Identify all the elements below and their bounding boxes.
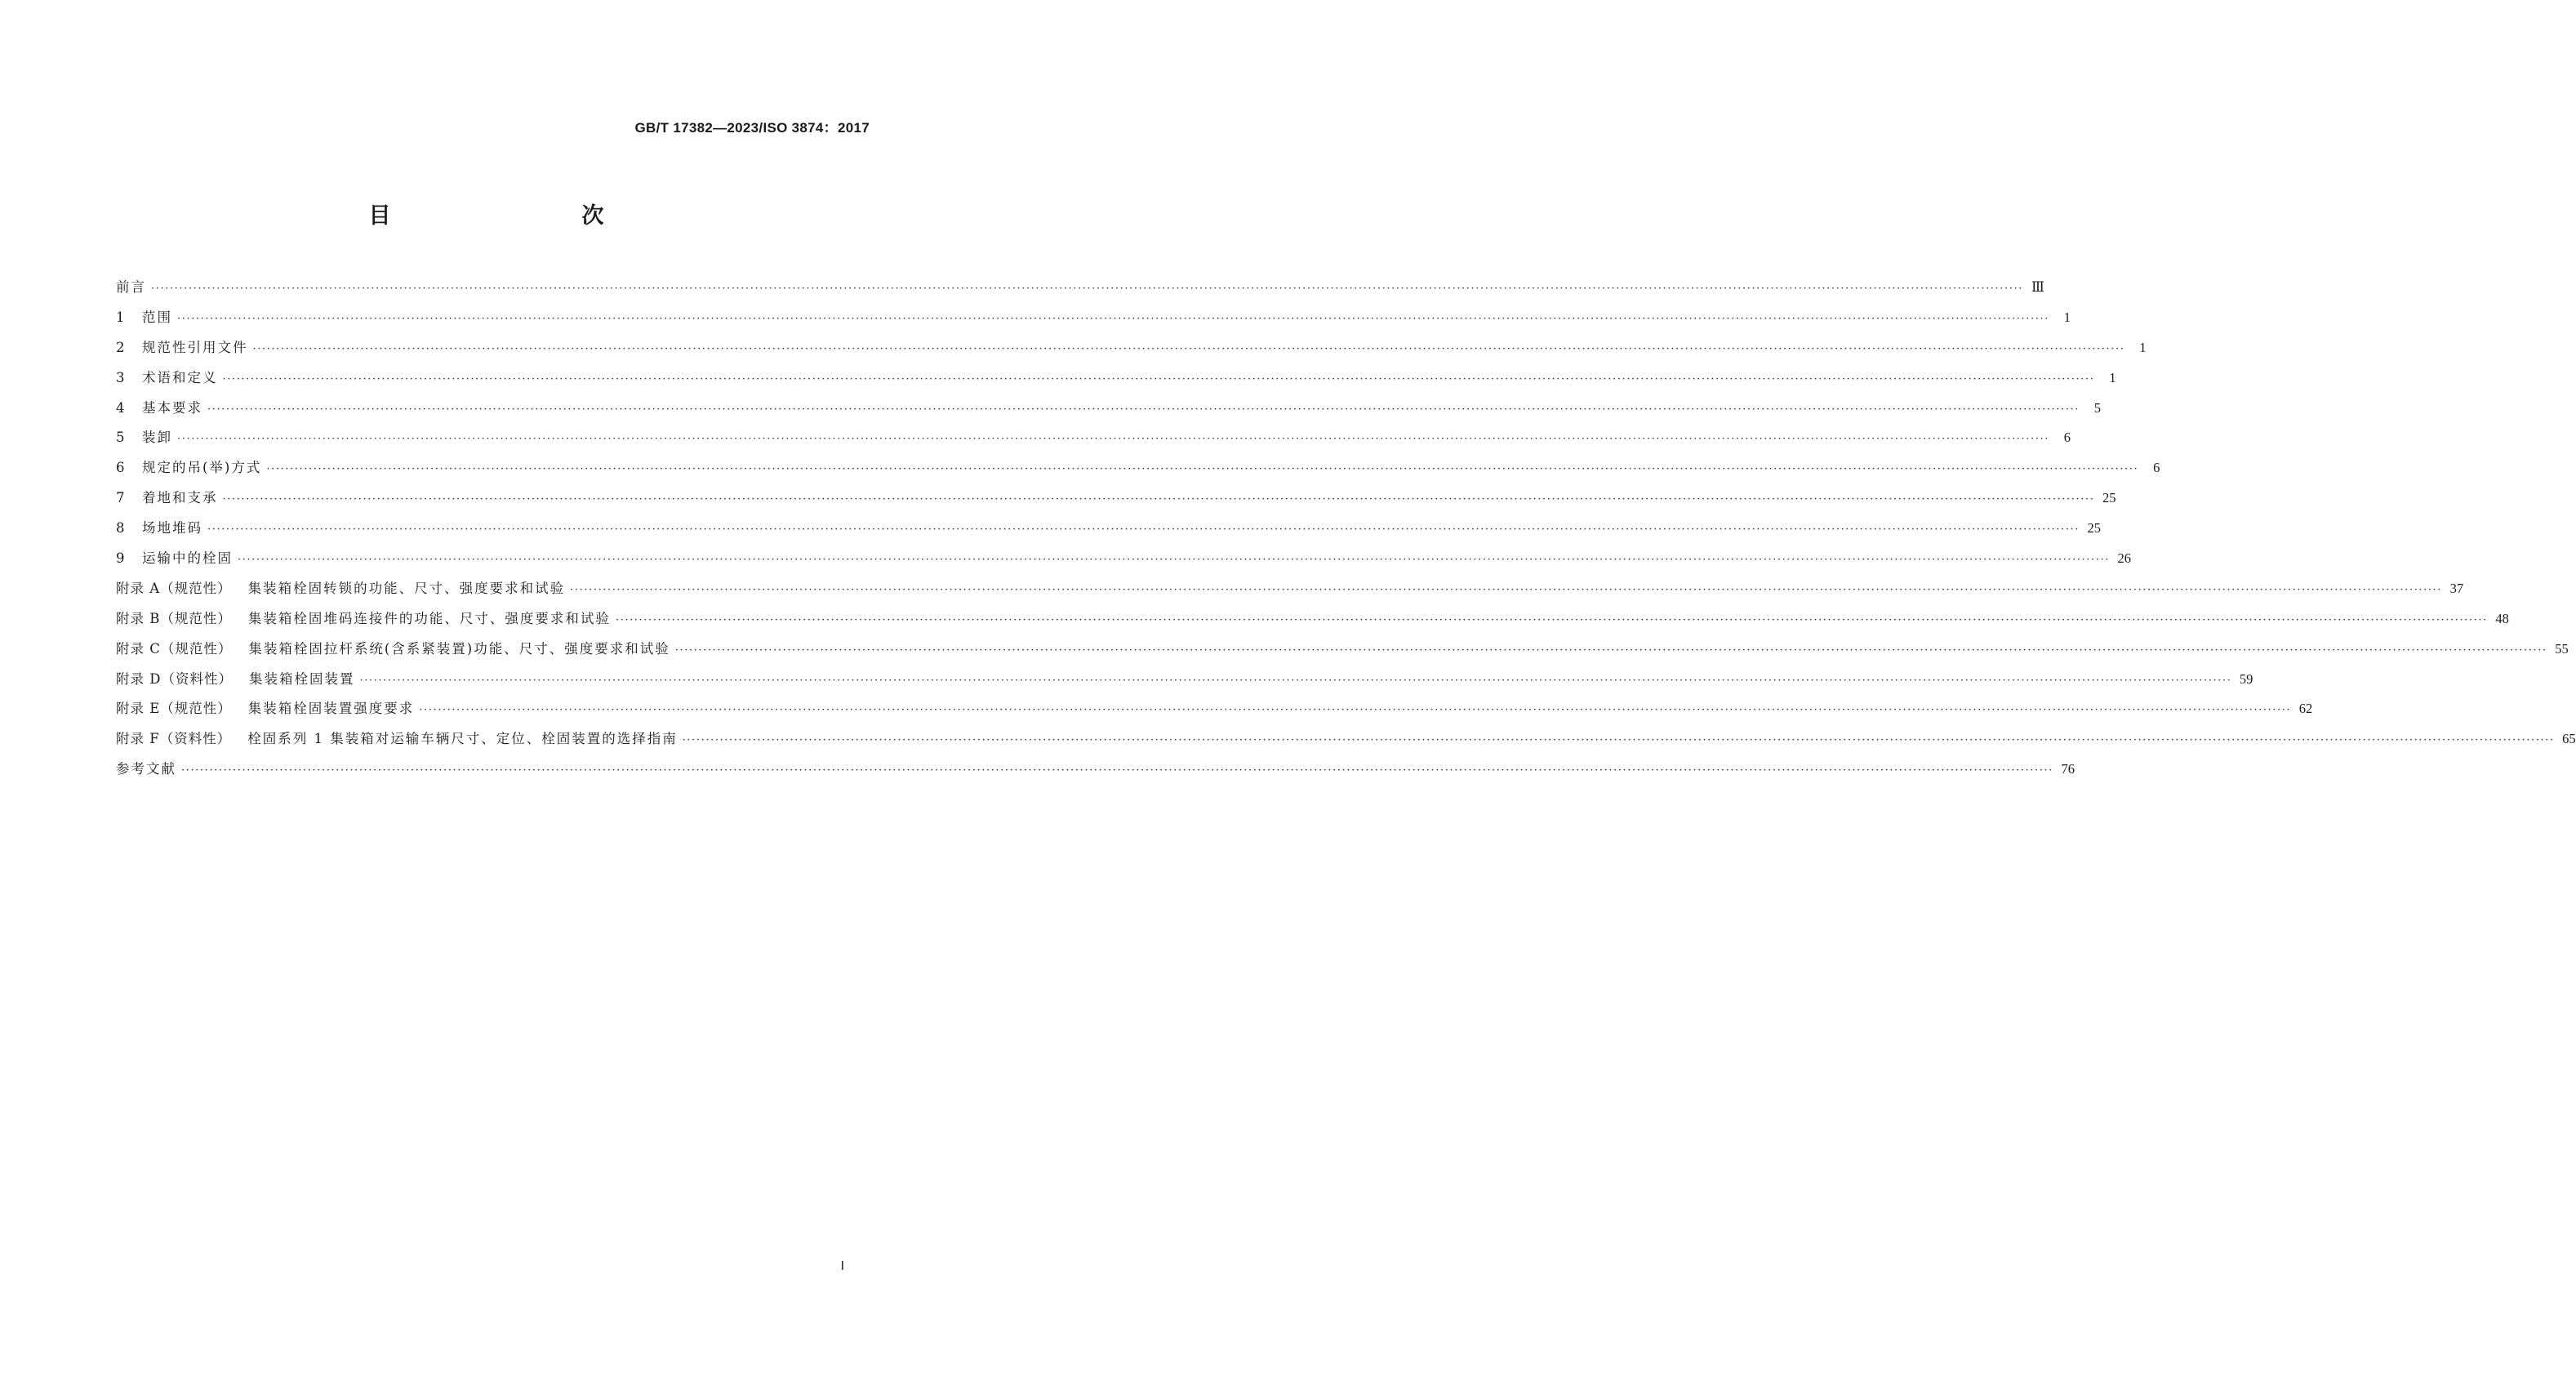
toc-entry[interactable] xyxy=(116,397,2101,427)
toc-entry-appendix: 附录 C（规范性） xyxy=(116,640,233,657)
toc-leader-dots: ················································································································································································································································································································································································································ xyxy=(222,493,2095,506)
toc-entry-page: 76 xyxy=(2061,761,2075,777)
toc-leader-dots: ················································································································································································································································································································································································································ xyxy=(682,734,2555,747)
toc-entry-label: 集装箱栓固转锁的功能、尺寸、强度要求和试验 xyxy=(247,580,566,596)
toc-entry-page: 48 xyxy=(2495,610,2509,626)
toc-entry-page: Ⅲ xyxy=(2031,279,2044,295)
toc-leader-dots: ················································································································································································································································································································································································································ xyxy=(207,403,2080,416)
toc-entry-label: 集装箱栓固拉杆系统(含系紧装置)功能、尺寸、强度要求和试验 xyxy=(248,640,670,657)
toc-entry[interactable] xyxy=(116,728,2576,758)
toc-leader-dots: ················································································································································································································································································································································································································ xyxy=(222,372,2095,385)
toc-entry-page: 1 xyxy=(2139,339,2147,355)
toc-entry-appendix: 附录 B（规范性） xyxy=(116,610,232,626)
toc-entry-appendix: 附录 E（规范性） xyxy=(116,701,232,717)
toc-leader-dots: ················································································································································································································································································································································································································ xyxy=(177,433,2049,446)
toc-entry[interactable] xyxy=(116,758,2075,788)
toc-entry-number: 6 xyxy=(116,460,125,476)
toc-entry[interactable] xyxy=(116,306,2071,336)
toc-entry-page: 59 xyxy=(2239,670,2253,687)
toc-entry-page: 65 xyxy=(2562,731,2576,747)
toc-leader-dots: ················································································································································································································································································································································································································ xyxy=(207,523,2080,537)
toc-entry[interactable] xyxy=(116,367,2116,397)
toc-entry-number: 4 xyxy=(116,399,125,416)
toc-entry-page: 1 xyxy=(2063,309,2071,325)
toc-entry[interactable] xyxy=(116,336,2147,367)
toc-entry[interactable] xyxy=(116,426,2071,456)
toc-entry-label: 规定的吊(举)方式 xyxy=(142,460,262,476)
toc-entry-label: 范围 xyxy=(142,309,172,325)
toc-entry-label: 规范性引用文件 xyxy=(142,339,248,355)
toc-entry-page: 5 xyxy=(2093,399,2101,416)
toc-entry-page: 37 xyxy=(2449,580,2464,596)
toc-leader-dots: ················································································································································································································································································································································································································ xyxy=(419,704,2292,717)
toc-entry[interactable] xyxy=(116,697,2313,728)
toc-entry-page: 6 xyxy=(2153,460,2160,476)
page-number: Ⅰ xyxy=(840,1260,844,1273)
toc-entry-number: 7 xyxy=(116,490,125,506)
toc-leader-dots: ················································································································································································································································································································································································································ xyxy=(674,643,2547,657)
toc-entry[interactable] xyxy=(116,487,2116,517)
toc-entry-appendix: 附录 A（规范性） xyxy=(116,580,232,596)
toc-entry-label: 前言 xyxy=(116,279,146,295)
toc-entry-label: 集装箱栓固装置强度要求 xyxy=(247,701,415,717)
toc-entry-label: 栓固系列 1 集装箱对运输车辆尺寸、定位、栓固装置的选择指南 xyxy=(247,731,678,747)
toc-leader-dots: ················································································································································································································································································································································································································ xyxy=(570,583,2443,596)
toc-entry[interactable] xyxy=(116,577,2464,608)
toc-entry-number: 9 xyxy=(116,550,125,567)
toc-entry[interactable] xyxy=(116,456,2160,487)
toc-leader-dots: ················································································································································································································································································································································································································ xyxy=(181,764,2053,777)
toc-leader-dots: ················································································································································································································································································································································································································ xyxy=(266,463,2139,476)
toc-entry-label: 集装箱栓固堆码连接件的功能、尺寸、强度要求和试验 xyxy=(247,610,611,626)
toc-entry[interactable] xyxy=(116,668,2253,698)
toc-entry-number: 5 xyxy=(116,430,125,446)
toc-leader-dots: ················································································································································································································································································································································································································ xyxy=(177,312,2049,325)
toc-leader-dots: ················································································································································································································································································································································································································ xyxy=(359,674,2232,687)
toc-entry-appendix: 附录 F（资料性） xyxy=(116,731,232,747)
toc-entry-label: 装卸 xyxy=(142,430,172,446)
toc-entry-label: 运输中的栓固 xyxy=(142,550,233,567)
toc-entry-number: 2 xyxy=(116,339,125,355)
toc-entry-number: 8 xyxy=(116,520,125,537)
toc-leader-dots: ················································································································································································································································································································································································································ xyxy=(151,283,2023,295)
toc-entry-page: 62 xyxy=(2298,701,2313,717)
toc-entry-page: 25 xyxy=(2087,520,2101,537)
table-of-contents xyxy=(116,276,2576,788)
toc-entry-label: 集装箱栓固装置 xyxy=(248,670,355,687)
toc-leader-dots: ················································································································································································································································································································································································································ xyxy=(615,613,2488,626)
toc-entry[interactable] xyxy=(116,638,2569,668)
toc-entry[interactable] xyxy=(116,517,2101,547)
toc-entry[interactable] xyxy=(116,276,2044,306)
toc-entry[interactable] xyxy=(116,608,2509,638)
toc-entry-page: 26 xyxy=(2117,550,2131,567)
toc-leader-dots: ················································································································································································································································································································································································································ xyxy=(252,342,2125,355)
toc-entry-label: 基本要求 xyxy=(142,399,202,416)
toc-entry-number: 3 xyxy=(116,369,125,385)
toc-entry-label: 场地堆码 xyxy=(142,520,202,537)
standard-code: GB/T 17382—2023/ISO 3874：2017 xyxy=(634,120,870,136)
toc-entry-page: 1 xyxy=(2109,369,2116,385)
toc-entry-page: 55 xyxy=(2555,640,2569,657)
page-title: 目 次 xyxy=(368,203,653,229)
toc-entry-page: 6 xyxy=(2063,430,2071,446)
toc-entry-label: 参考文献 xyxy=(116,761,176,777)
toc-entry[interactable] xyxy=(116,547,2131,577)
toc-entry-number: 1 xyxy=(116,309,125,325)
toc-entry-label: 着地和支承 xyxy=(142,490,218,506)
toc-entry-page: 25 xyxy=(2102,490,2116,506)
toc-leader-dots: ················································································································································································································································································································································································································ xyxy=(238,554,2110,567)
toc-entry-appendix: 附录 D（资料性） xyxy=(116,670,233,687)
toc-entry-label: 术语和定义 xyxy=(142,369,218,385)
